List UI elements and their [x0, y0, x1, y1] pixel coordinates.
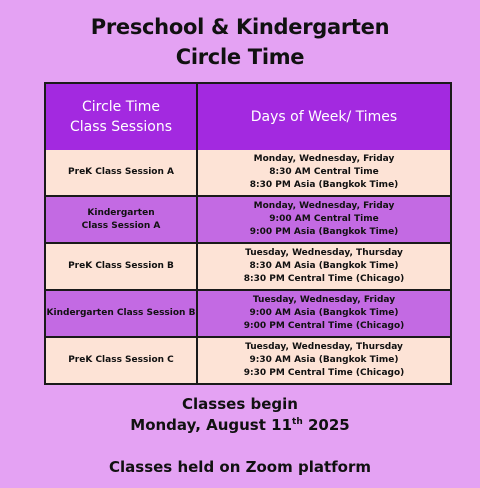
session-name-line: PreK Class Session C — [68, 355, 174, 365]
session-time-line: Monday, Wednesday, Friday — [253, 201, 395, 211]
page-subtitle: Circle Time — [175, 45, 305, 69]
start-date-prefix: Monday, August 11 — [130, 416, 293, 434]
session-time-line: 8:30 PM Central Time (Chicago) — [243, 274, 405, 284]
session-name-line: Class Session A — [81, 220, 161, 231]
session-name-line: Kindergarten Class Session B — [46, 308, 196, 318]
session-time-line: Tuesday, Wednesday, Thursday — [245, 248, 403, 258]
session-time-line: 9:00 AM Asia (Bangkok Time) — [249, 308, 399, 318]
table-header-row — [46, 84, 450, 150]
session-time-line: Tuesday, Wednesday, Friday — [252, 295, 396, 305]
session-name-cell — [46, 338, 198, 383]
session-times-cell — [198, 291, 450, 336]
table-row — [46, 289, 450, 336]
table-row — [46, 242, 450, 289]
session-name-line: Kindergarten — [87, 207, 155, 218]
table-row — [46, 195, 450, 242]
session-time-line: 9:00 AM Central Time — [269, 214, 379, 224]
header-sessions — [46, 84, 198, 150]
session-name-line: PreK Class Session B — [68, 261, 174, 271]
session-times-cell — [198, 338, 450, 383]
header-times: Days of Week/ Times — [198, 84, 450, 150]
session-time-line: 9:30 PM Central Time (Chicago) — [243, 368, 405, 378]
session-name-cell — [46, 244, 198, 289]
session-times-cell — [198, 244, 450, 289]
session-time-line: 9:00 PM Asia (Bangkok Time) — [249, 227, 399, 237]
table-row — [46, 336, 450, 383]
session-times-cell — [198, 197, 450, 242]
session-time-line: Monday, Wednesday, Friday — [253, 154, 395, 164]
session-time-line: 9:00 PM Central Time (Chicago) — [243, 321, 405, 331]
session-time-line: 8:30 AM Asia (Bangkok Time) — [249, 261, 399, 271]
session-time-line: Tuesday, Wednesday, Thursday — [245, 342, 403, 352]
header-sessions-line1: Circle Time — [81, 99, 161, 115]
start-date — [0, 416, 480, 434]
platform-note: Classes held on Zoom platform — [109, 458, 371, 476]
session-name-cell — [46, 150, 198, 195]
session-time-line: 8:30 PM Asia (Bangkok Time) — [249, 180, 399, 190]
classes-begin-label: Classes begin — [182, 395, 298, 413]
start-date-year: 2025 — [302, 416, 350, 434]
page-title: Preschool & Kindergarten — [90, 15, 390, 39]
session-time-line: 8:30 AM Central Time — [269, 167, 379, 177]
header-sessions-line2: Class Sessions — [70, 119, 172, 135]
session-name-line: PreK Class Session A — [68, 167, 174, 177]
session-times-cell — [198, 150, 450, 195]
session-name-cell — [46, 291, 198, 336]
table-row — [46, 150, 450, 195]
schedule-table — [44, 82, 452, 385]
start-date-suffix: th — [292, 417, 303, 427]
session-name-cell — [46, 197, 198, 242]
session-time-line: 9:30 AM Asia (Bangkok Time) — [249, 355, 399, 365]
